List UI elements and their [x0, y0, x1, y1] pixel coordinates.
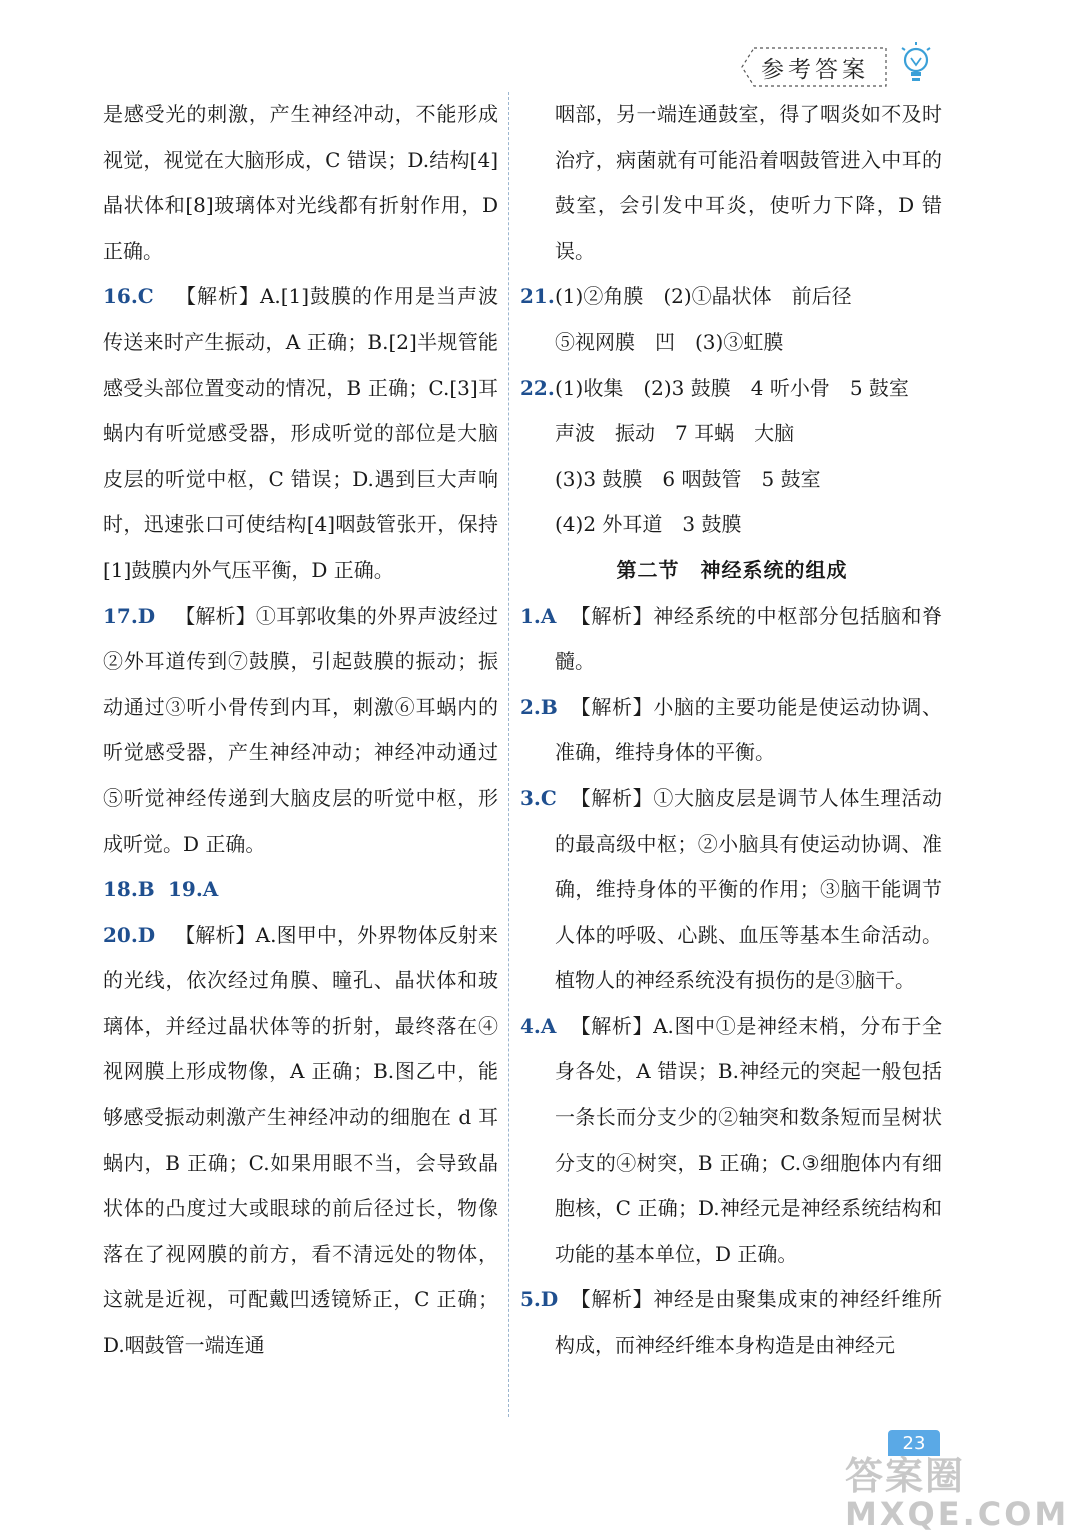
answer-line: (1)收集 (2)3 鼓膜 4 听小骨 5 鼓室: [555, 375, 909, 400]
right-column: [522, 92, 942, 1369]
answer-s2-3: [522, 776, 942, 1004]
lightbulb-icon: [898, 40, 934, 86]
answer-17: [103, 594, 498, 868]
answer-explanation: 【解析】①耳郭收集的外界声波经过②外耳道传到⑦鼓膜，引起鼓膜的振动；振动通过③听小骨传到内耳，刺激⑥耳蜗内的听觉感受器，产生神经冲动；神经冲动通过⑤听觉神经传递到大脑皮层的听觉中枢，形成听觉。D 正确。: [103, 603, 498, 856]
answer-number: 5.D: [520, 1287, 559, 1312]
answer-16: [103, 274, 498, 593]
answer-number: 2.B: [520, 694, 558, 719]
answer-20: [103, 913, 498, 1369]
answer-number: 18.B: [103, 877, 155, 902]
answer-line: 声波 振动 7 耳蜗 大脑: [555, 421, 795, 446]
answer-explanation: 【解析】A.图中①是神经末梢，分布于全身各处，A 错误；B.神经元的突起一般包括一条长而分支少的②轴突和数条短而呈树状分支的④树突，B 正确；C.③细胞体内有细胞核，C 正确；D.神经元是神经系统结构和功能的基本单位，D 正确。: [555, 1013, 942, 1266]
answer-explanation: 【解析】①大脑皮层是调节人体生理活动的最高级中枢；②小脑具有使运动协调、准确，维持身体的平衡的作用；③脑干能调节人体的呼吸、心跳、血压等基本生命活动。植物人的神经系统没有损伤的是③脑干。: [555, 785, 942, 993]
answer-line: (3)3 鼓膜 6 咽鼓管 5 鼓室: [555, 466, 821, 491]
page-number: 23: [888, 1430, 940, 1456]
watermark-logo-text: 答案圈: [845, 1454, 966, 1498]
right-continuation: 咽部，另一端连通鼓室，得了咽炎如不及时治疗，病菌就有可能沿着咽鼓管进入中耳的鼓室，会引发中耳炎，使听力下降，D 错误。: [555, 102, 942, 263]
answer-22: [522, 366, 942, 548]
answer-number: 1.A: [520, 603, 557, 628]
answer-number: 16.C: [103, 284, 154, 309]
answer-explanation: 【解析】A.[1]鼓膜的作用是当声波传送来时产生振动，A 正确；B.[2]半规管能感受头部位置变动的情况，B 正确；C.[3]耳蜗内有听觉感受器，形成听觉的部位是大脑皮层的听觉中枢，C 错误；D.遇到巨大声响时，迅速张口可使结构[4]咽鼓管张开，保持[1]鼓膜内外气压平衡，D 正确。: [103, 284, 498, 582]
answer-s2-4: [522, 1004, 942, 1278]
answer-s2-1: [522, 594, 942, 685]
answer-s2-2: [522, 685, 942, 776]
answer-number: 4.A: [520, 1013, 557, 1038]
answer-number: 3.C: [520, 785, 557, 810]
left-continuation: 是感受光的刺激，产生神经冲动，不能形成视觉，视觉在大脑形成，C 错误；D.结构[4]晶状体和[8]玻璃体对光线都有折射作用，D 正确。: [103, 102, 498, 263]
answer-number: 21.: [520, 284, 555, 309]
answer-18-19: [103, 867, 498, 913]
badge-label: 参考答案: [761, 56, 869, 83]
answer-line: (1)②角膜 (2)①晶状体 前后径: [555, 284, 852, 309]
column-divider: [508, 92, 509, 1417]
answer-line: (4)2 外耳道 3 鼓膜: [555, 512, 742, 537]
answer-number: 19.A: [168, 877, 219, 902]
answer-line: ⑤视网膜 凹 (3)③虹膜: [555, 329, 784, 354]
answer-explanation: 【解析】神经系统的中枢部分包括脑和脊髓。: [555, 603, 942, 674]
left-column: [103, 92, 498, 1369]
answer-key-badge: [740, 46, 890, 88]
watermark-url: MXQE.COM: [845, 1495, 1069, 1533]
answer-explanation: 【解析】神经是由聚集成束的神经纤维所构成，而神经纤维本身构造是由神经元: [555, 1287, 942, 1358]
answer-number: 22.: [520, 375, 555, 400]
answer-number: 20.D: [103, 922, 156, 947]
answer-explanation: 【解析】A.图甲中，外界物体反射来的光线，依次经过角膜、瞳孔、晶状体和玻璃体，并经过晶状体等的折射，最终落在④视网膜上形成物像，A 正确；B.图乙中，能够感受振动刺激产生神经冲动的细胞在 d 耳蜗内，B 正确；C.如果用眼不当，会导致晶状体的凸度过大或眼球的前后径过长，物像落在了视网膜的前方，看不清远处的物体，这就是近视，可配戴凹透镜矫正，C 正确；D.咽鼓管一端连通: [103, 922, 498, 1358]
answer-s2-5: [522, 1277, 942, 1368]
answer-explanation: 【解析】小脑的主要功能是使运动协调、准确，维持身体的平衡。: [555, 694, 942, 765]
answer-number: 17.D: [103, 603, 156, 628]
watermark: [845, 1454, 1069, 1533]
section-title: 第二节 神经系统的组成: [616, 557, 848, 582]
answer-21: [522, 274, 942, 365]
